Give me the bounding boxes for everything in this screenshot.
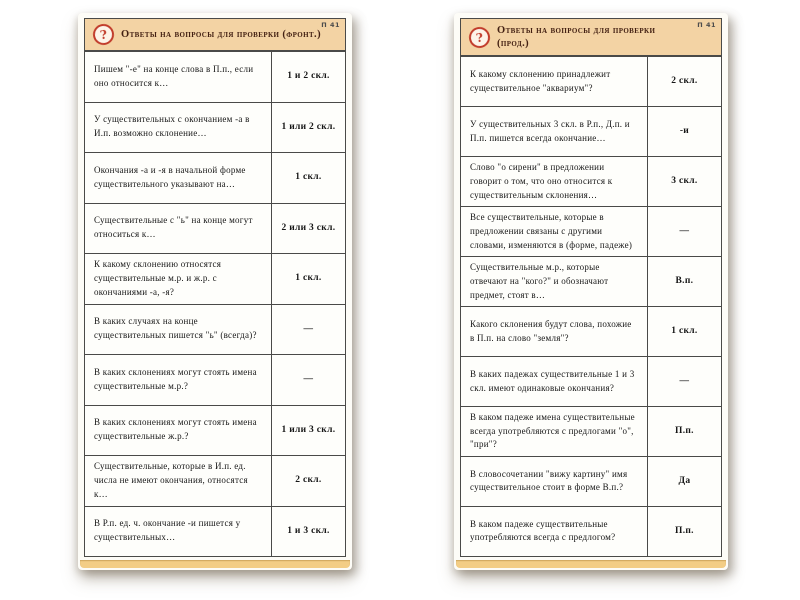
answer-text: 3 скл. xyxy=(671,176,698,187)
table-row xyxy=(461,356,721,406)
card-header xyxy=(461,19,721,56)
question-text: Существительные, которые в И.п. ед. числа не имеют окончания, относятся к… xyxy=(94,460,248,499)
question-text: У существительных 3 скл. в Р.п., Д.п. и П.п. пишется всегда окончание… xyxy=(470,118,630,143)
answer-cell xyxy=(647,157,721,206)
question-text: Какого склонения будут слова, похожие в П.п. на слово "земля"? xyxy=(470,318,632,343)
answer-cell xyxy=(271,305,345,355)
question-cell xyxy=(461,207,647,256)
quiz-table xyxy=(84,18,346,557)
answer-cell xyxy=(647,457,721,506)
answer-text: 1 скл. xyxy=(295,172,322,183)
card-title: Ответы на вопросы для проверки (прод.) xyxy=(497,25,656,50)
table-row xyxy=(461,56,721,106)
question-cell xyxy=(461,57,647,106)
question-rows xyxy=(461,56,721,556)
answer-cell xyxy=(647,57,721,106)
answer-cell xyxy=(271,153,345,203)
answer-cell xyxy=(271,52,345,102)
question-text: Окончания -а и -я в начальной форме существительного указывают на… xyxy=(94,164,246,189)
question-text: Существительные м.р., которые отвечают на "кого?" и обозначают предмет, стоят в… xyxy=(470,261,609,300)
answer-text: 1 скл. xyxy=(295,273,322,284)
answer-text: В.п. xyxy=(675,276,694,287)
table-row xyxy=(85,405,345,456)
answer-cell xyxy=(647,207,721,256)
question-mark-icon: ? xyxy=(92,23,116,47)
answer-text: 1 и 2 скл. xyxy=(287,71,330,82)
table-row xyxy=(85,152,345,203)
answer-cell xyxy=(647,357,721,406)
table-row xyxy=(461,456,721,506)
question-mark-icon: ? xyxy=(468,25,492,49)
answer-text: 1 или 3 скл. xyxy=(281,424,336,435)
answer-text: П.п. xyxy=(675,526,694,537)
corner-code-label: П 41 xyxy=(697,21,716,29)
answer-cell xyxy=(647,307,721,356)
question-text: В каком падеже имена существительные всегда употребляются с предлогами "о", "при"? xyxy=(470,411,635,450)
answer-cell xyxy=(271,355,345,405)
answer-cell xyxy=(271,456,345,506)
table-row xyxy=(461,506,721,556)
answer-cell xyxy=(647,257,721,306)
answer-text: — xyxy=(303,323,314,334)
question-text: В каких склонениях могут стоять имена существительные ж.р.? xyxy=(94,417,257,442)
question-text: К какому склонению принадлежит существительное "аквариум"? xyxy=(470,68,611,93)
answer-text: — xyxy=(679,226,690,237)
answer-text: 2 скл. xyxy=(671,76,698,87)
question-cell xyxy=(85,52,271,102)
question-cell xyxy=(461,307,647,356)
answer-cell xyxy=(271,204,345,254)
question-cell xyxy=(85,103,271,153)
question-text: В каких случаях на конце существительных пишется "ь" (всегда)? xyxy=(94,316,257,341)
question-text: В каких склонениях могут стоять имена существительные м.р.? xyxy=(94,366,257,391)
answer-text: 2 скл. xyxy=(295,475,322,486)
card-header xyxy=(85,19,345,51)
question-rows xyxy=(85,51,345,556)
question-text: Все существительные, которые в предложении связаны с другими словами, изменяются в (форме, падеже) xyxy=(470,211,633,250)
table-row xyxy=(461,406,721,456)
table-row xyxy=(461,206,721,256)
quiz-card-right xyxy=(454,13,728,570)
table-row xyxy=(461,156,721,206)
table-row xyxy=(85,304,345,355)
answer-cell xyxy=(271,507,345,557)
answer-text: 2 или 3 скл. xyxy=(281,222,336,233)
answer-text: — xyxy=(679,376,690,387)
table-row xyxy=(85,354,345,405)
question-text: Пишем "-е" на конце слова в П.п., если оно относится к… xyxy=(94,63,254,88)
answer-text: 1 или 2 скл. xyxy=(281,121,336,132)
answer-text: 1 скл. xyxy=(671,326,698,337)
answer-text: -и xyxy=(679,126,690,137)
answer-cell xyxy=(271,406,345,456)
table-row xyxy=(461,106,721,156)
table-row xyxy=(85,203,345,254)
answer-text: — xyxy=(303,374,314,385)
question-text: В каком падеже существительные употребляются всегда с предлогом? xyxy=(470,518,616,543)
question-text: Существительные с "ь" на конце могут относиться к… xyxy=(94,215,253,240)
quiz-table xyxy=(460,18,722,557)
question-cell xyxy=(85,204,271,254)
question-cell xyxy=(461,457,647,506)
corner-code-label: П 41 xyxy=(321,21,340,29)
question-text: В каких падежах существительные 1 и 3 скл. имеют одинаковые окончания? xyxy=(470,368,635,393)
table-row xyxy=(85,455,345,506)
question-cell xyxy=(461,357,647,406)
question-text: В Р.п. ед. ч. окончание -и пишется у существительных… xyxy=(94,518,241,543)
question-cell xyxy=(461,507,647,556)
quiz-card-left xyxy=(78,13,352,570)
question-text: У существительных с окончанием -а в И.п. возможно склонение… xyxy=(94,114,250,139)
table-row xyxy=(461,306,721,356)
table-row xyxy=(85,253,345,304)
table-row xyxy=(85,506,345,557)
question-text: Слово "о сирени" в предложении говорит о том, что оно относится к существительным склонения… xyxy=(470,161,613,200)
question-cell xyxy=(461,407,647,456)
question-cell xyxy=(85,254,271,304)
table-row xyxy=(85,51,345,102)
question-cell xyxy=(85,153,271,203)
answer-cell xyxy=(271,103,345,153)
question-cell xyxy=(85,507,271,557)
question-cell xyxy=(85,305,271,355)
answer-cell xyxy=(271,254,345,304)
table-row xyxy=(85,102,345,153)
answer-cell xyxy=(647,407,721,456)
answer-text: П.п. xyxy=(675,426,694,437)
question-cell xyxy=(461,157,647,206)
question-cell xyxy=(85,406,271,456)
question-cell xyxy=(85,456,271,506)
question-cell xyxy=(461,107,647,156)
question-text: В словосочетании "вижу картину" имя существительное стоит в форме В.п.? xyxy=(470,468,628,493)
answer-cell xyxy=(647,507,721,556)
answer-text: Да xyxy=(678,476,691,487)
answer-text: 1 и 3 скл. xyxy=(287,525,330,536)
card-title: Ответы на вопросы для проверки (фронт.) xyxy=(121,28,321,40)
question-text: К какому склонению относятся существительные м.р. и ж.р. с окончаниями -а, -я? xyxy=(94,258,222,297)
answer-cell xyxy=(647,107,721,156)
question-cell xyxy=(85,355,271,405)
question-cell xyxy=(461,257,647,306)
table-row xyxy=(461,256,721,306)
